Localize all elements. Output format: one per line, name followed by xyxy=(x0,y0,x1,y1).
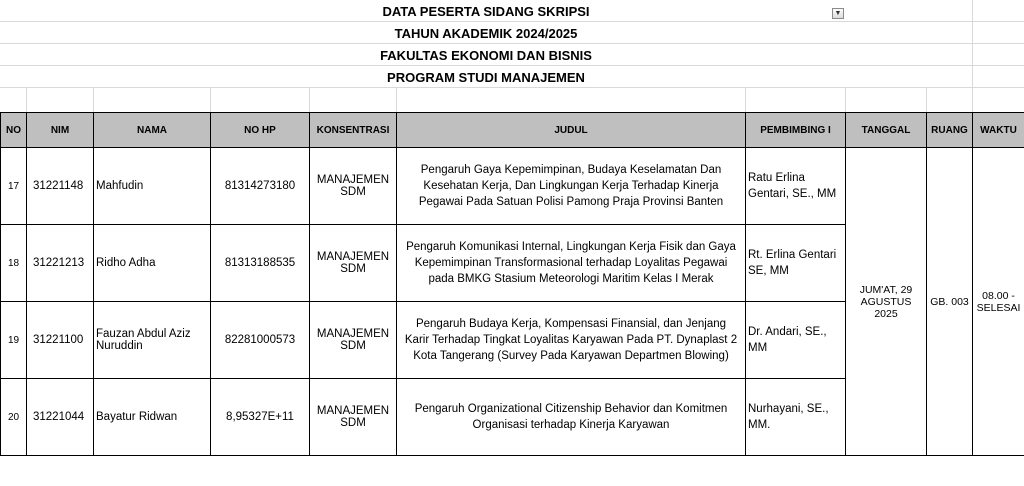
header-konsentrasi[interactable]: KONSENTRASI xyxy=(310,113,397,148)
header-waktu[interactable]: WAKTU xyxy=(973,113,1024,148)
cell-nama[interactable]: Bayatur Ridwan xyxy=(94,379,211,456)
cell-judul[interactable]: Pengaruh Organizational Citizenship Behavior dan Komitmen Organisasi terhadap Kinerja Karyawan xyxy=(397,379,746,456)
header-pembimbing[interactable]: PEMBIMBING I xyxy=(746,113,846,148)
empty-row xyxy=(0,88,1024,112)
table-row xyxy=(1,148,1024,225)
cell-nama[interactable]: Mahfudin xyxy=(94,148,211,225)
title-row-1 xyxy=(0,0,1024,22)
header-nim[interactable]: NIM xyxy=(27,113,94,148)
cell-konsentrasi[interactable]: MANAJEMEN SDM xyxy=(310,302,397,379)
header-nama[interactable]: NAMA xyxy=(94,113,211,148)
cell-nim[interactable]: 31221100 xyxy=(27,302,94,379)
title-row-3 xyxy=(0,44,1024,66)
cell-nohp[interactable]: 81314273180 xyxy=(211,148,310,225)
cell-no[interactable]: 20 xyxy=(1,379,27,456)
cell-no[interactable]: 17 xyxy=(1,148,27,225)
participants-table xyxy=(0,112,1024,456)
cell-pembimbing[interactable]: Rt. Erlina Gentari SE, MM xyxy=(746,225,846,302)
cell-konsentrasi[interactable]: MANAJEMEN SDM xyxy=(310,379,397,456)
cell-nohp[interactable]: 81313188535 xyxy=(211,225,310,302)
cell-waktu[interactable]: 08.00 - SELESAI xyxy=(973,148,1024,456)
cell-pembimbing[interactable]: Ratu Erlina Gentari, SE., MM xyxy=(746,148,846,225)
cell-ruang[interactable]: GB. 003 xyxy=(927,148,973,456)
cell-no[interactable]: 18 xyxy=(1,225,27,302)
header-nohp[interactable]: NO HP xyxy=(211,113,310,148)
cell-nim[interactable]: 31221148 xyxy=(27,148,94,225)
header-tanggal[interactable]: TANGGAL xyxy=(846,113,927,148)
cell-nohp[interactable]: 8,95327E+11 xyxy=(211,379,310,456)
header-no[interactable]: NO xyxy=(1,113,27,148)
cell-nohp[interactable]: 82281000573 xyxy=(211,302,310,379)
header-ruang[interactable]: RUANG xyxy=(927,113,973,148)
academic-year: TAHUN AKADEMIK 2024/2025 xyxy=(394,26,578,41)
cell-nama[interactable]: Fauzan Abdul Aziz Nuruddin xyxy=(94,302,211,379)
study-program: PROGRAM STUDI MANAJEMEN xyxy=(387,70,585,85)
cell-judul[interactable]: Pengaruh Budaya Kerja, Kompensasi Finansial, dan Jenjang Karir Terhadap Tingkat Loyalitas Karyawan Pada PT. Dynaplast 2 Kota Tangerang (Survey Pada Karyawan Departmen Blowing) xyxy=(397,302,746,379)
sheet-title: DATA PESERTA SIDANG SKRIPSI xyxy=(382,4,590,19)
cell-no[interactable]: 19 xyxy=(1,302,27,379)
table-header-row xyxy=(1,113,1024,148)
faculty-name: FAKULTAS EKONOMI DAN BISNIS xyxy=(380,48,592,63)
title-row-4 xyxy=(0,66,1024,88)
cell-pembimbing[interactable]: Dr. Andari, SE., MM xyxy=(746,302,846,379)
dropdown-arrow-icon[interactable]: ▼ xyxy=(832,8,844,19)
cell-judul[interactable]: Pengaruh Komunikasi Internal, Lingkungan Kerja Fisik dan Gaya Kepemimpinan Transformasional terhadap Loyalitas Pegawai pada BMKG Stasium Meteorologi Maritim Kelas I Merak xyxy=(397,225,746,302)
cell-tanggal[interactable]: JUM'AT, 29 AGUSTUS 2025 xyxy=(846,148,927,456)
cell-nim[interactable]: 31221044 xyxy=(27,379,94,456)
cell-nim[interactable]: 31221213 xyxy=(27,225,94,302)
title-row-2 xyxy=(0,22,1024,44)
cell-konsentrasi[interactable]: MANAJEMEN SDM xyxy=(310,225,397,302)
cell-nama[interactable]: Ridho Adha xyxy=(94,225,211,302)
cell-konsentrasi[interactable]: MANAJEMEN SDM xyxy=(310,148,397,225)
cell-judul[interactable]: Pengaruh Gaya Kepemimpinan, Budaya Keselamatan Dan Kesehatan Kerja, Dan Lingkungan Kerja Terhadap Kinerja Pegawai Pada Satuan Polisi Pamong Praja Provinsi Banten xyxy=(397,148,746,225)
header-judul[interactable]: JUDUL xyxy=(397,113,746,148)
cell-pembimbing[interactable]: Nurhayani, SE., MM. xyxy=(746,379,846,456)
